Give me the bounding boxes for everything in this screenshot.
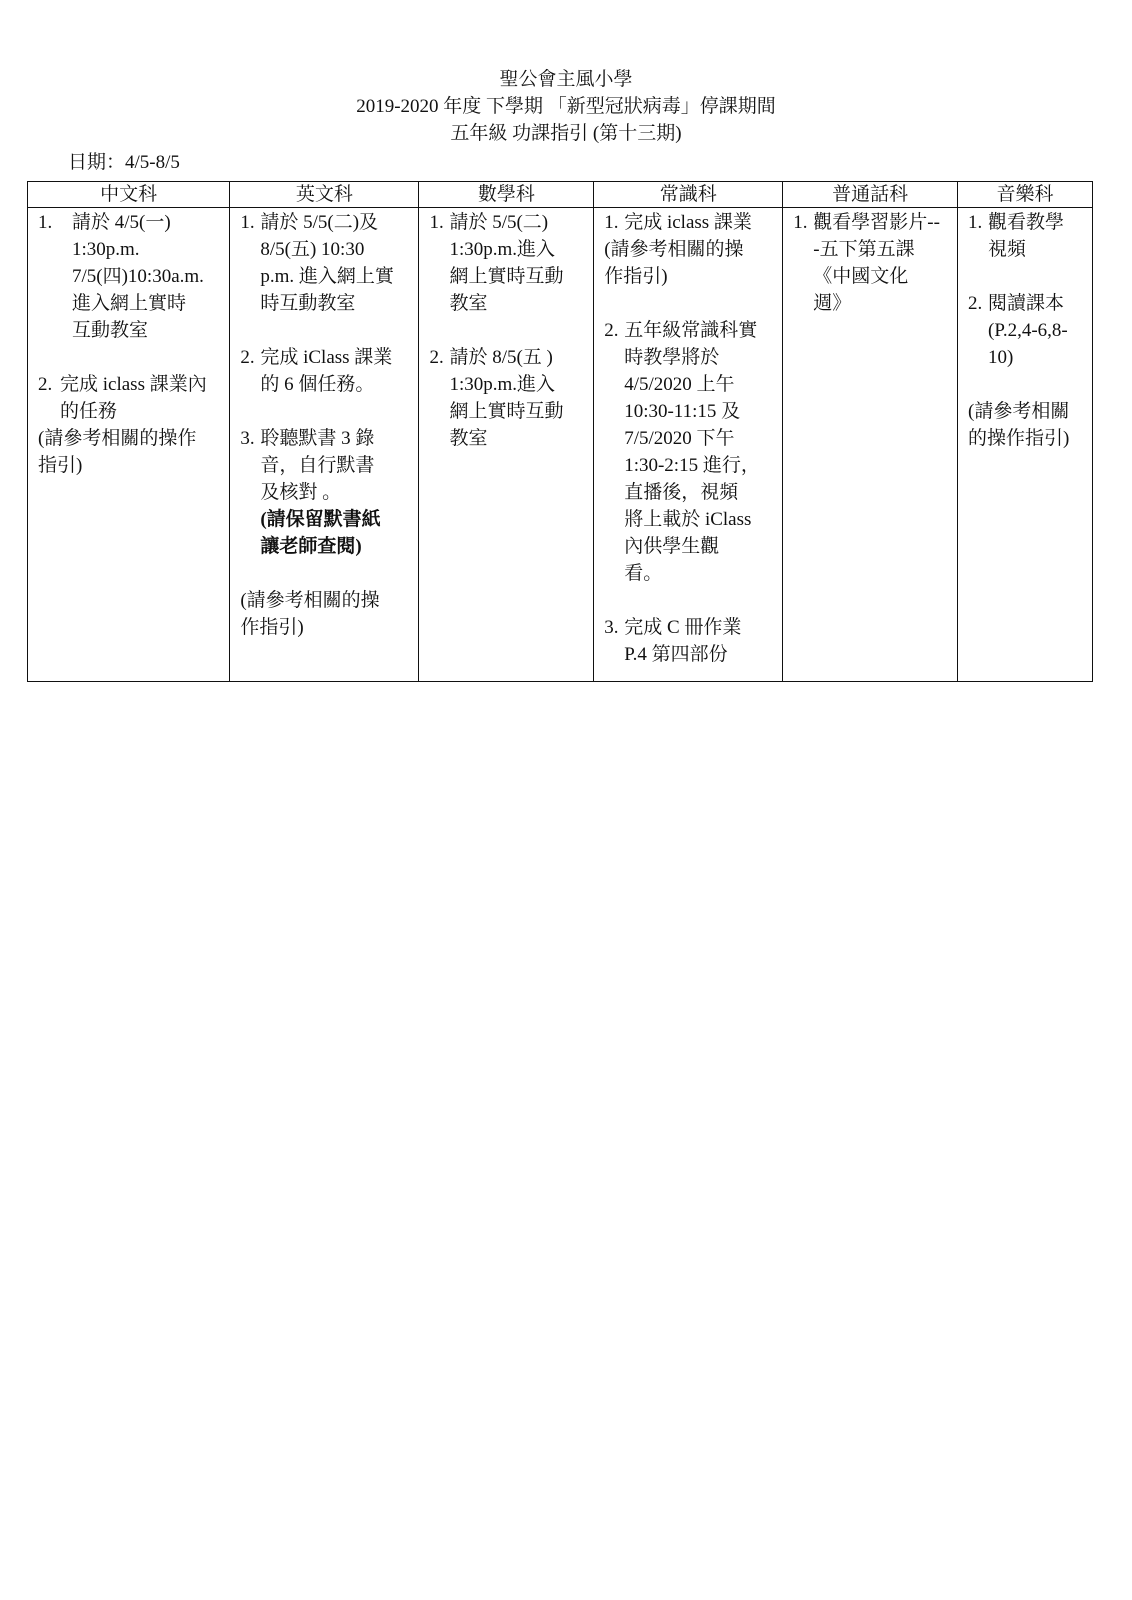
table-header-row bbox=[28, 182, 1093, 208]
text-line: 網上實時互動 bbox=[449, 266, 564, 287]
task-number: 3. bbox=[240, 428, 255, 449]
text-line: 請於 5/5(二) bbox=[449, 212, 549, 233]
cell-english bbox=[230, 208, 419, 682]
english-task-3 bbox=[240, 425, 414, 560]
text-line: 時教學將於 bbox=[624, 347, 720, 368]
music-task-1 bbox=[968, 209, 1088, 263]
gs-task-1 bbox=[604, 209, 778, 236]
text-line: (P.2,4-6,8- bbox=[988, 320, 1068, 341]
text-line: 1:30-2:15 進行， bbox=[624, 455, 760, 476]
bold-reminder-line: 讓老師查閱) bbox=[260, 536, 362, 557]
bold-reminder-line: (請保留默書紙 bbox=[260, 509, 381, 530]
text-line: 網上實時互動 bbox=[449, 401, 564, 422]
text-line: 觀看教學 bbox=[988, 212, 1065, 233]
text-line: 直播後，視頻 bbox=[624, 482, 739, 503]
text-line: 7/5/2020 下午 bbox=[624, 428, 735, 449]
text-line: 完成 iclass 課業 bbox=[624, 212, 752, 233]
task-number: 1. bbox=[604, 212, 619, 233]
cell-general-studies bbox=[594, 208, 783, 682]
task-number: 1. bbox=[968, 212, 983, 233]
music-task-2 bbox=[968, 290, 1088, 371]
text-line: 視頻 bbox=[988, 239, 1027, 260]
date-range: 日期：4/5-8/5 bbox=[68, 152, 180, 173]
task-number: 1. bbox=[240, 212, 255, 233]
column-header-chinese: 中文科 bbox=[28, 182, 230, 208]
text-line: 10) bbox=[988, 347, 1014, 368]
text-line: 內供學生觀 bbox=[624, 536, 720, 557]
term-title: 2019-2020 年度 下學期 「新型冠狀病毒」停課期間 bbox=[356, 96, 776, 117]
task-number: 2. bbox=[240, 347, 255, 368]
text-line: 的操作指引) bbox=[968, 428, 1070, 449]
task-number: 2. bbox=[429, 347, 444, 368]
text-line: 4/5/2020 上午 bbox=[624, 374, 735, 395]
chinese-note bbox=[38, 425, 225, 479]
column-header-general-studies: 常識科 bbox=[594, 182, 783, 208]
task-number: 3. bbox=[604, 617, 619, 638]
document-header bbox=[0, 66, 1132, 147]
table-row bbox=[28, 208, 1093, 682]
putonghua-task-1 bbox=[793, 209, 953, 317]
text-line: (請參考相關的操 bbox=[240, 590, 380, 611]
text-line: 完成 iClass 課業 bbox=[260, 347, 393, 368]
math-task-1 bbox=[429, 209, 589, 317]
text-line: 完成 iclass 課業內 bbox=[60, 374, 207, 395]
english-task-1 bbox=[240, 209, 414, 317]
cell-chinese bbox=[28, 208, 230, 682]
text-line: p.m. 進入網上實 bbox=[260, 266, 394, 287]
text-line: 的任務 bbox=[60, 401, 118, 422]
text-line: (請參考相關的操作 bbox=[38, 428, 197, 449]
text-line: 指引) bbox=[38, 455, 83, 476]
task-number: 2. bbox=[38, 374, 53, 395]
text-line: (請參考相關的操 bbox=[604, 239, 744, 260]
text-line: 作指引) bbox=[604, 266, 668, 287]
text-line: -五下第五課 bbox=[813, 239, 915, 260]
text-line: 週》 bbox=[813, 293, 852, 314]
text-line: 教室 bbox=[449, 428, 488, 449]
math-task-2 bbox=[429, 344, 589, 452]
text-line: 及核對 。 bbox=[260, 482, 342, 503]
text-line: 完成 C 冊作業 bbox=[624, 617, 742, 638]
text-line: 《中國文化 bbox=[813, 266, 909, 287]
text-line: 聆聽默書 3 錄 bbox=[260, 428, 375, 449]
column-header-music: 音樂科 bbox=[958, 182, 1093, 208]
text-line: 互動教室 bbox=[72, 320, 149, 341]
task-number: 2. bbox=[604, 320, 619, 341]
text-line: 請於 8/5(五 ) bbox=[449, 347, 553, 368]
column-header-putonghua: 普通話科 bbox=[783, 182, 958, 208]
chinese-task-1 bbox=[38, 209, 225, 344]
column-header-math: 數學科 bbox=[419, 182, 594, 208]
text-line: 8/5(五) 10:30 bbox=[260, 239, 365, 260]
text-line: 1:30p.m. bbox=[72, 239, 140, 260]
gs-note bbox=[604, 236, 778, 290]
text-line: 的 6 個任務。 bbox=[260, 374, 375, 395]
text-line: 將上載於 iClass bbox=[624, 509, 752, 530]
text-line: 觀看學習影片-- bbox=[813, 212, 940, 233]
school-name: 聖公會主風小學 bbox=[499, 69, 633, 90]
text-line: 作指引) bbox=[240, 617, 304, 638]
text-line: (請參考相關 bbox=[968, 401, 1070, 422]
text-line: 教室 bbox=[449, 293, 488, 314]
text-line: P.4 第四部份 bbox=[624, 644, 728, 665]
cell-music bbox=[958, 208, 1093, 682]
task-number: 1. bbox=[793, 212, 808, 233]
english-note bbox=[240, 587, 414, 641]
task-number: 2. bbox=[968, 293, 983, 314]
cell-math bbox=[419, 208, 594, 682]
chinese-task-2 bbox=[38, 371, 225, 425]
text-line: 看。 bbox=[624, 563, 663, 584]
music-note bbox=[968, 398, 1088, 452]
text-line: 請於 5/5(二)及 bbox=[260, 212, 379, 233]
text-line: 1:30p.m.進入 bbox=[449, 239, 555, 260]
homework-table bbox=[27, 181, 1093, 682]
task-number: 1. bbox=[429, 212, 444, 233]
text-line: 7/5(四)10:30a.m. bbox=[72, 266, 204, 287]
task-number: 1. bbox=[38, 212, 53, 233]
text-line: 請於 4/5(一) bbox=[72, 212, 171, 233]
gs-task-2 bbox=[604, 317, 778, 587]
english-task-2 bbox=[240, 344, 414, 398]
cell-putonghua bbox=[783, 208, 958, 682]
text-line: 進入網上實時 bbox=[72, 293, 187, 314]
text-line: 閱讀課本 bbox=[988, 293, 1065, 314]
grade-title: 五年級 功課指引 (第十三期) bbox=[450, 123, 682, 144]
text-line: 1:30p.m.進入 bbox=[449, 374, 555, 395]
gs-task-3 bbox=[604, 614, 778, 668]
text-line: 音，自行默書 bbox=[260, 455, 375, 476]
text-line: 時互動教室 bbox=[260, 293, 356, 314]
text-line: 五年級常識科實 bbox=[624, 320, 758, 341]
text-line: 10:30-11:15 及 bbox=[624, 401, 741, 422]
column-header-english: 英文科 bbox=[230, 182, 419, 208]
